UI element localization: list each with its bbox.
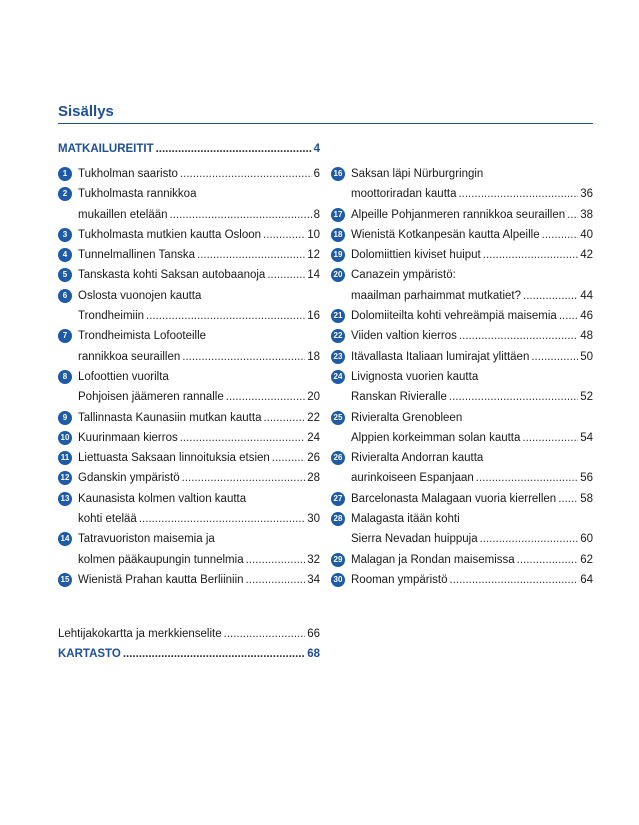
toc-entry-line (78, 347, 320, 367)
toc-page-number: 22 (307, 411, 320, 424)
toc-entry-title: Rivieralta Andorran kautta (351, 452, 484, 465)
toc-entry[interactable] (331, 205, 593, 225)
toc-entry-title: maailman parhaimmat mutkatiet? (351, 289, 522, 302)
route-number-badge: 22 (331, 329, 345, 343)
toc-entry-title: Dolomiiteilta kohti vehreämpiä maisemia (351, 310, 557, 323)
route-number-badge: 29 (331, 553, 345, 567)
toc-left-column (58, 164, 320, 590)
route-number-badge: 10 (58, 431, 72, 445)
toc-entry-line (78, 468, 320, 488)
toc-page-number: 48 (580, 330, 593, 343)
route-number-badge: 8 (58, 370, 72, 384)
dot-leader (139, 509, 305, 529)
toc-entry[interactable] (58, 529, 320, 570)
toc-page-number: 26 (307, 452, 320, 465)
toc-entry-title: Pohjoisen jäämeren rannalle (78, 391, 224, 404)
toc-entry-line (78, 448, 320, 468)
toc-page-number: 24 (307, 431, 320, 444)
toc-entry-line (351, 570, 593, 590)
toc-entry-line (78, 326, 320, 346)
route-number-badge: 5 (58, 268, 72, 282)
toc-entry-line (351, 347, 593, 367)
dot-leader (123, 644, 305, 664)
toc-entry-title: Liettuasta Saksaan linnoituksia etsien (78, 452, 270, 465)
dot-leader (224, 624, 306, 644)
dot-leader (226, 387, 305, 407)
toc-page-number: 44 (580, 289, 593, 302)
toc-entry-title: Livignosta vuorien kautta (351, 370, 479, 383)
toc-entry-line (351, 448, 593, 468)
dot-leader (156, 143, 312, 155)
dot-leader (182, 468, 306, 488)
footer-entry[interactable] (58, 644, 320, 664)
toc-page-number: 54 (580, 431, 593, 444)
dot-leader (246, 570, 306, 590)
toc-entry-title: Ranskan Rivieralle (351, 391, 447, 404)
toc-entry-title: moottoriradan kautta (351, 188, 457, 201)
toc-entry-title: Malagan ja Rondan maisemissa (351, 553, 515, 566)
toc-entry[interactable] (58, 326, 320, 367)
toc-page-number: 56 (580, 472, 593, 485)
dot-leader (263, 408, 305, 428)
toc-entry-title: Barcelonasta Malagaan vuoria kierrellen (351, 492, 557, 505)
footer-page-number: 68 (307, 648, 320, 661)
toc-entry-title: Itävallasta Italiaan lumirajat ylittäen (351, 350, 530, 363)
toc-page-number: 42 (580, 249, 593, 262)
toc-entry-title: Tukholmasta rannikkoa (78, 188, 197, 201)
route-number-badge: 2 (58, 187, 72, 201)
toc-entry-title: kohti etelää (78, 513, 137, 526)
dot-leader (146, 306, 305, 326)
footer-entry-title: Lehtijakokartta ja merkkienselite (58, 628, 222, 640)
route-number-badge: 11 (58, 451, 72, 465)
toc-entry-title: Kuurinmaan kierros (78, 431, 178, 444)
route-number-badge: 23 (331, 350, 345, 364)
toc-entry-line (351, 367, 593, 387)
toc-entry-line (78, 550, 320, 570)
toc-entry-title: Dolomiittien kiviset huiput (351, 249, 481, 262)
dot-leader (483, 245, 578, 265)
toc-entry-line (78, 428, 320, 448)
toc-entry-title: Canazein ympäristö: (351, 269, 456, 282)
toc-entry-title: Tunnelmallinen Tanska (78, 249, 195, 262)
toc-page-number: 30 (307, 513, 320, 526)
toc-entry-title: Rooman ympäristö (351, 573, 448, 586)
toc-entry-line (351, 509, 593, 529)
toc-entry-title: Oslosta vuonojen kautta (78, 289, 202, 302)
toc-entry-title: Saksan läpi Nürburgringin (351, 168, 484, 180)
toc-entry-title: Trondheimista Lofooteille (78, 330, 207, 343)
toc-entry-line (78, 164, 320, 184)
toc-entry-line (78, 387, 320, 407)
toc-page-number: 34 (307, 573, 320, 586)
toc-right-column (331, 164, 593, 590)
toc-entry-title: Wienistä Prahan kautta Berliiniin (78, 573, 244, 586)
dot-leader (558, 489, 578, 509)
toc-page-number: 8 (313, 208, 320, 221)
toc-entry-line (351, 225, 593, 245)
toc-entry-line (351, 265, 593, 285)
toc-entry-line (351, 387, 593, 407)
dot-leader (170, 205, 312, 225)
toc-page-number: 50 (580, 350, 593, 363)
dot-leader (180, 164, 312, 184)
toc-page-number: 20 (307, 391, 320, 404)
toc-entry[interactable] (331, 326, 593, 346)
toc-entry[interactable] (58, 367, 320, 408)
toc-page-number: 46 (580, 310, 593, 323)
toc-entry-title: mukaillen etelään (78, 208, 168, 221)
dot-leader (197, 245, 305, 265)
route-number-badge: 13 (58, 492, 72, 506)
toc-entry-title: Tukholman saaristo (78, 168, 178, 180)
toc-entry-title: aurinkoiseen Espanjaan (351, 472, 474, 485)
toc-page-number: 58 (580, 492, 593, 505)
toc-page-number: 18 (307, 350, 320, 363)
toc-page-number: 40 (580, 228, 593, 241)
toc-page-number: 60 (580, 533, 593, 546)
toc-entry[interactable] (331, 570, 593, 590)
toc-footer (58, 624, 320, 665)
toc-page-number: 12 (307, 249, 320, 262)
section-heading[interactable] (58, 143, 320, 155)
toc-entry-line (351, 529, 593, 549)
section-page: 4 (313, 143, 320, 155)
dot-leader (263, 225, 305, 245)
toc-entry-title: Alppien korkeimman solan kautta (351, 431, 521, 444)
route-number-badge: 25 (331, 411, 345, 425)
page-title: Sisällys (58, 103, 114, 120)
toc-entry-line (351, 408, 593, 428)
toc-entry-line (351, 286, 593, 306)
toc-page-number: 6 (313, 168, 320, 180)
dot-leader (272, 448, 305, 468)
route-number-badge: 28 (331, 512, 345, 526)
toc-entry-title: Lofoottien vuorilta (78, 370, 169, 383)
toc-page-number: 52 (580, 391, 593, 404)
route-number-badge: 6 (58, 289, 72, 303)
toc-entry-line (351, 468, 593, 488)
toc-entry[interactable] (331, 489, 593, 509)
toc-page-number: 14 (307, 269, 320, 282)
toc-entry[interactable] (58, 570, 320, 590)
toc-entry-line (78, 245, 320, 265)
toc-page-number: 36 (580, 188, 593, 201)
route-number-badge: 3 (58, 228, 72, 242)
route-number-badge: 15 (58, 573, 72, 587)
toc-entry[interactable] (331, 509, 593, 550)
toc-entry[interactable] (331, 225, 593, 245)
dot-leader (523, 286, 578, 306)
route-number-badge: 1 (58, 167, 72, 181)
toc-entry-line (351, 428, 593, 448)
toc-entry[interactable] (331, 448, 593, 489)
toc-entry-line (78, 265, 320, 285)
dot-leader (567, 205, 578, 225)
toc-entry-line (78, 509, 320, 529)
route-number-badge: 18 (331, 228, 345, 242)
dot-leader (180, 428, 305, 448)
route-number-badge: 12 (58, 471, 72, 485)
route-number-badge: 24 (331, 370, 345, 384)
toc-entry-line (78, 225, 320, 245)
dot-leader (246, 550, 306, 570)
toc-page-number: 10 (307, 228, 320, 241)
toc-page-number: 64 (580, 573, 593, 586)
route-number-badge: 21 (331, 309, 345, 323)
toc-entry[interactable] (331, 367, 593, 408)
toc-entry[interactable] (331, 164, 593, 205)
toc-entry-title: kolmen pääkaupungin tunnelmia (78, 553, 244, 566)
route-number-badge: 27 (331, 492, 345, 506)
title-rule (58, 123, 593, 124)
toc-entry[interactable] (58, 245, 320, 265)
toc-entry-title: Sierra Nevadan huippuja (351, 533, 478, 546)
dot-leader (449, 387, 578, 407)
toc-entry-title: Tanskasta kohti Saksan autobaanoja (78, 269, 266, 282)
toc-entry-line (78, 367, 320, 387)
toc-entry[interactable] (58, 286, 320, 327)
route-number-badge: 26 (331, 451, 345, 465)
toc-entry[interactable] (58, 489, 320, 530)
route-number-badge: 4 (58, 248, 72, 262)
toc-page-number: 16 (307, 310, 320, 323)
toc-entry-line (78, 570, 320, 590)
dot-leader (559, 306, 578, 326)
toc-entry-line (78, 529, 320, 549)
toc-entry-line (351, 184, 593, 204)
toc-entry-title: Trondheimiin (78, 310, 145, 323)
dot-leader (182, 347, 305, 367)
dot-leader (531, 347, 578, 367)
toc-page-number: 32 (307, 553, 320, 566)
toc-entry-line (351, 306, 593, 326)
dot-leader (480, 529, 579, 549)
toc-entry-line (78, 489, 320, 509)
route-number-badge: 16 (331, 167, 345, 181)
toc-entry[interactable] (331, 265, 593, 306)
dot-leader (458, 184, 578, 204)
toc-entry[interactable] (58, 408, 320, 428)
toc-entry[interactable] (58, 225, 320, 245)
toc-page-number: 62 (580, 553, 593, 566)
route-number-badge: 19 (331, 248, 345, 262)
toc-entry[interactable] (58, 448, 320, 468)
toc-entry-line (351, 550, 593, 570)
toc-entry[interactable] (58, 265, 320, 285)
footer-entry[interactable] (58, 624, 320, 644)
route-number-badge: 20 (331, 268, 345, 282)
toc-entry[interactable] (331, 408, 593, 449)
toc-entry-line (351, 326, 593, 346)
route-number-badge: 7 (58, 329, 72, 343)
toc-entry-title: Kaunasista kolmen valtion kautta (78, 492, 247, 505)
route-number-badge: 30 (331, 573, 345, 587)
toc-entry-title: Tukholmasta mutkien kautta Osloon (78, 228, 262, 241)
toc-page-number: 28 (307, 472, 320, 485)
dot-leader (542, 225, 579, 245)
toc-entry-line (78, 306, 320, 326)
toc-entry-line (78, 205, 320, 225)
section-label: MATKAILUREITIT (58, 143, 154, 155)
footer-entry-title: KARTASTO (58, 648, 121, 661)
toc-entry-title: Gdanskin ympäristö (78, 472, 180, 485)
toc-entry-title: Viiden valtion kierros (351, 330, 457, 343)
footer-page-number: 66 (307, 628, 320, 640)
toc-entry[interactable] (331, 306, 593, 326)
toc-entry-line (351, 489, 593, 509)
toc-entry[interactable] (58, 184, 320, 225)
toc-entry-line (351, 164, 593, 184)
route-number-badge: 17 (331, 208, 345, 222)
toc-entry-title: Alpeille Pohjanmeren rannikkoa seuraillen (351, 208, 566, 221)
dot-leader (517, 550, 579, 570)
toc-entry-title: Rivieralta Grenobleen (351, 411, 463, 424)
dot-leader (522, 428, 578, 448)
toc-entry-line (351, 205, 593, 225)
toc-entry-title: Tallinnasta Kaunasiin mutkan kautta (78, 411, 262, 424)
toc-entry-line (351, 245, 593, 265)
toc-entry[interactable] (331, 347, 593, 367)
route-number-badge: 14 (58, 532, 72, 546)
dot-leader (476, 468, 578, 488)
toc-entry-line (78, 408, 320, 428)
toc-entry[interactable] (58, 164, 320, 184)
dot-leader (267, 265, 305, 285)
toc-entry-title: Wienistä Kotkanpesän kautta Alpeille (351, 228, 540, 241)
toc-page-number: 38 (580, 208, 593, 221)
toc-entry[interactable] (331, 245, 593, 265)
toc-entry-title: Malagasta itään kohti (351, 513, 460, 526)
toc-entry-line (78, 184, 320, 204)
dot-leader (450, 570, 579, 590)
toc-entry[interactable] (58, 468, 320, 488)
route-number-badge: 9 (58, 411, 72, 425)
toc-entry-line (78, 286, 320, 306)
toc-entry[interactable] (331, 550, 593, 570)
dot-leader (459, 326, 578, 346)
toc-entry-title: Tatravuoriston maisemia ja (78, 533, 215, 546)
toc-entry-title: rannikkoa seuraillen (78, 350, 181, 363)
toc-entry[interactable] (58, 428, 320, 448)
